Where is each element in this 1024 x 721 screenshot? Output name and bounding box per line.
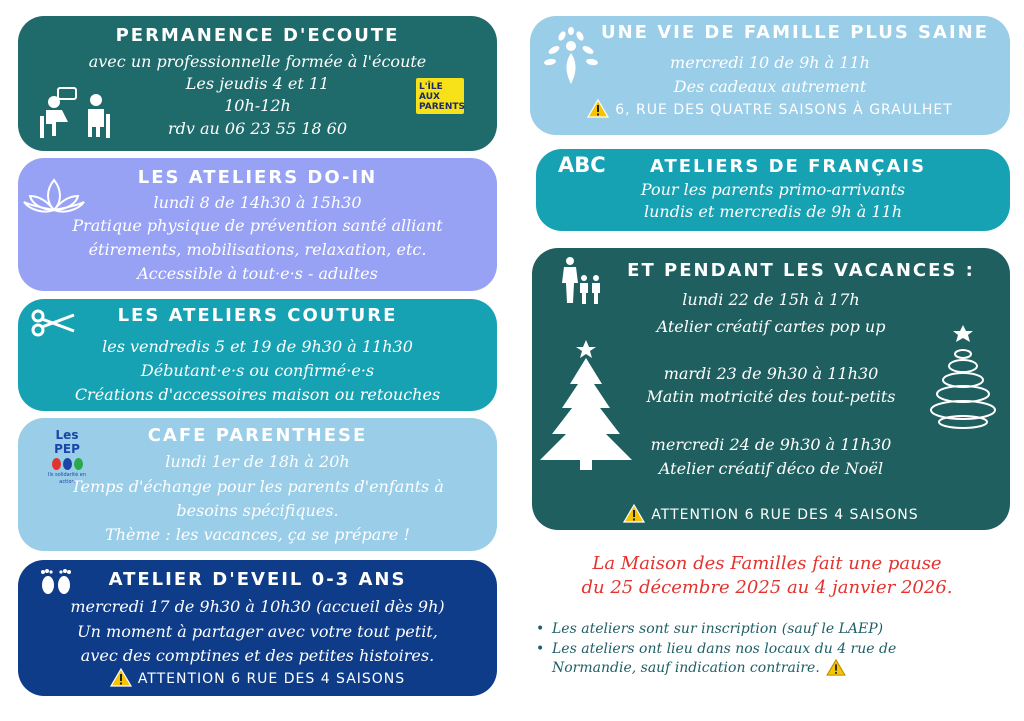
lotus-icon bbox=[22, 174, 86, 216]
parenthese-line: lundi 1er de 18h à 20h bbox=[165, 452, 350, 471]
eveil-notice bbox=[18, 668, 497, 691]
footprints-icon bbox=[38, 568, 74, 596]
doin-line: Accessible à tout·e·s - adultes bbox=[137, 264, 378, 283]
pep-logo bbox=[42, 428, 92, 485]
doin-title: LES ATELIERS DO-IN bbox=[137, 167, 378, 188]
warning-icon bbox=[623, 504, 645, 527]
permanence-line: Les jeudis 4 et 11 bbox=[185, 74, 330, 93]
note-item bbox=[536, 620, 1012, 639]
vacances-event-desc: Matin motricité des tout-petits bbox=[646, 387, 896, 406]
vacances-event-desc: Atelier créatif cartes pop up bbox=[656, 317, 886, 336]
pause-line: du 25 décembre 2025 au 4 janvier 2026. bbox=[581, 577, 953, 598]
parenthese-title: CAFE PARENTHESE bbox=[147, 425, 368, 446]
doin-line: lundi 8 de 14h30 à 15h30 bbox=[153, 193, 362, 212]
bullet-icon: • bbox=[536, 641, 545, 657]
note-item bbox=[536, 640, 1012, 659]
couture-line: Débutant·e·s ou confirmé·e·s bbox=[140, 361, 375, 380]
couture-title: LES ATELIERS COUTURE bbox=[117, 305, 398, 326]
family-icon bbox=[558, 256, 604, 306]
parenthese-card bbox=[18, 418, 497, 551]
permanence-line: 10h-12h bbox=[224, 96, 291, 115]
bullet-icon: • bbox=[536, 621, 545, 637]
pause-line: La Maison des Familles fait une pause bbox=[592, 553, 942, 574]
vacances-notice-text: ATTENTION 6 RUE DES 4 SAISONS bbox=[651, 507, 919, 523]
famille-card bbox=[530, 16, 1010, 135]
note-item-continued bbox=[552, 659, 1012, 682]
couture-line: les vendredis 5 et 19 de 9h30 à 11h30 bbox=[102, 337, 413, 356]
note-text: Les ateliers ont lieu dans nos locaux du 4 rue de bbox=[552, 641, 897, 657]
famille-notice-text: 6, RUE DES QUATRE SAISONS À GRAULHET bbox=[615, 102, 953, 118]
pause-notice bbox=[510, 552, 1024, 600]
vacances-event-date: lundi 22 de 15h à 17h bbox=[682, 290, 860, 309]
counseling-icon bbox=[36, 84, 116, 142]
francais-title: ATELIERS DE FRANÇAIS bbox=[649, 156, 927, 177]
vacances-event-date: mardi 23 de 9h30 à 11h30 bbox=[663, 364, 879, 383]
vacances-event-desc: Atelier créatif déco de Noël bbox=[658, 459, 884, 478]
abc-icon: ABC bbox=[558, 153, 606, 177]
doin-line: étirements, mobilisations, relaxation, etc. bbox=[88, 240, 427, 259]
famille-line: Des cadeaux autrement bbox=[673, 77, 867, 96]
francais-line: lundis et mercredis de 9h à 11h bbox=[643, 202, 903, 221]
vacances-card bbox=[532, 248, 1010, 530]
famille-notice bbox=[530, 99, 1010, 122]
pep-logo-text: Les PEP bbox=[54, 428, 80, 456]
francais-card bbox=[536, 149, 1010, 231]
permanence-card bbox=[18, 16, 497, 151]
pep-logo-subtext: Ils solidarité en action bbox=[47, 472, 87, 485]
famille-title: UNE VIE DE FAMILLE PLUS SAINE bbox=[600, 22, 990, 43]
eveil-line: Un moment à partager avec votre tout petit, bbox=[77, 622, 438, 641]
eveil-card bbox=[18, 560, 497, 696]
permanence-title: PERMANENCE D'ECOUTE bbox=[115, 25, 400, 46]
doin-line: Pratique physique de prévention santé alliant bbox=[72, 216, 443, 235]
famille-line: mercredi 10 de 9h à 11h bbox=[670, 53, 870, 72]
vacances-event-date: mercredi 24 de 9h30 à 11h30 bbox=[650, 435, 892, 454]
warning-icon bbox=[826, 659, 846, 682]
warning-icon bbox=[110, 668, 132, 691]
couture-line: Créations d'accessoires maison ou retouches bbox=[74, 385, 441, 404]
eveil-notice-text: ATTENTION 6 RUE DES 4 SAISONS bbox=[137, 671, 406, 687]
parenthese-line: besoins spécifiques. bbox=[176, 501, 339, 520]
vacances-title: ET PENDANT LES VACANCES : bbox=[627, 260, 975, 281]
permanence-line: avec un professionnelle formée à l'écoute bbox=[88, 52, 427, 71]
permanence-line: rdv au 06 23 55 18 60 bbox=[167, 119, 348, 138]
eveil-line: avec des comptines et des petites histoires. bbox=[80, 646, 435, 665]
parenthese-line: Temps d'échange pour les parents d'enfants à bbox=[71, 477, 444, 496]
warning-icon bbox=[587, 99, 609, 122]
eveil-line: mercredi 17 de 9h30 à 10h30 (accueil dès 9h) bbox=[70, 597, 445, 616]
vacances-notice bbox=[532, 504, 1010, 527]
logo-text: L'ÎLE AUX PARENTS bbox=[419, 82, 465, 112]
ile-aux-parents-logo bbox=[416, 78, 464, 114]
doin-card bbox=[18, 158, 497, 291]
parenthese-line: Thème : les vacances, ça se prépare ! bbox=[105, 525, 410, 544]
tree-person-icon bbox=[540, 26, 602, 88]
spiral-tree-icon bbox=[928, 324, 998, 432]
christmas-tree-icon bbox=[536, 340, 636, 470]
eveil-title: ATELIER D'EVEIL 0-3 ANS bbox=[108, 569, 407, 590]
pep-figures-icon bbox=[42, 458, 92, 470]
note-text: Les ateliers sont sur inscription (sauf le LAEP) bbox=[552, 621, 884, 637]
scissors-icon bbox=[30, 309, 76, 337]
francais-line: Pour les parents primo-arrivants bbox=[640, 180, 906, 199]
couture-card bbox=[18, 299, 497, 411]
note-text: Normandie, sauf indication contraire. bbox=[552, 660, 820, 676]
